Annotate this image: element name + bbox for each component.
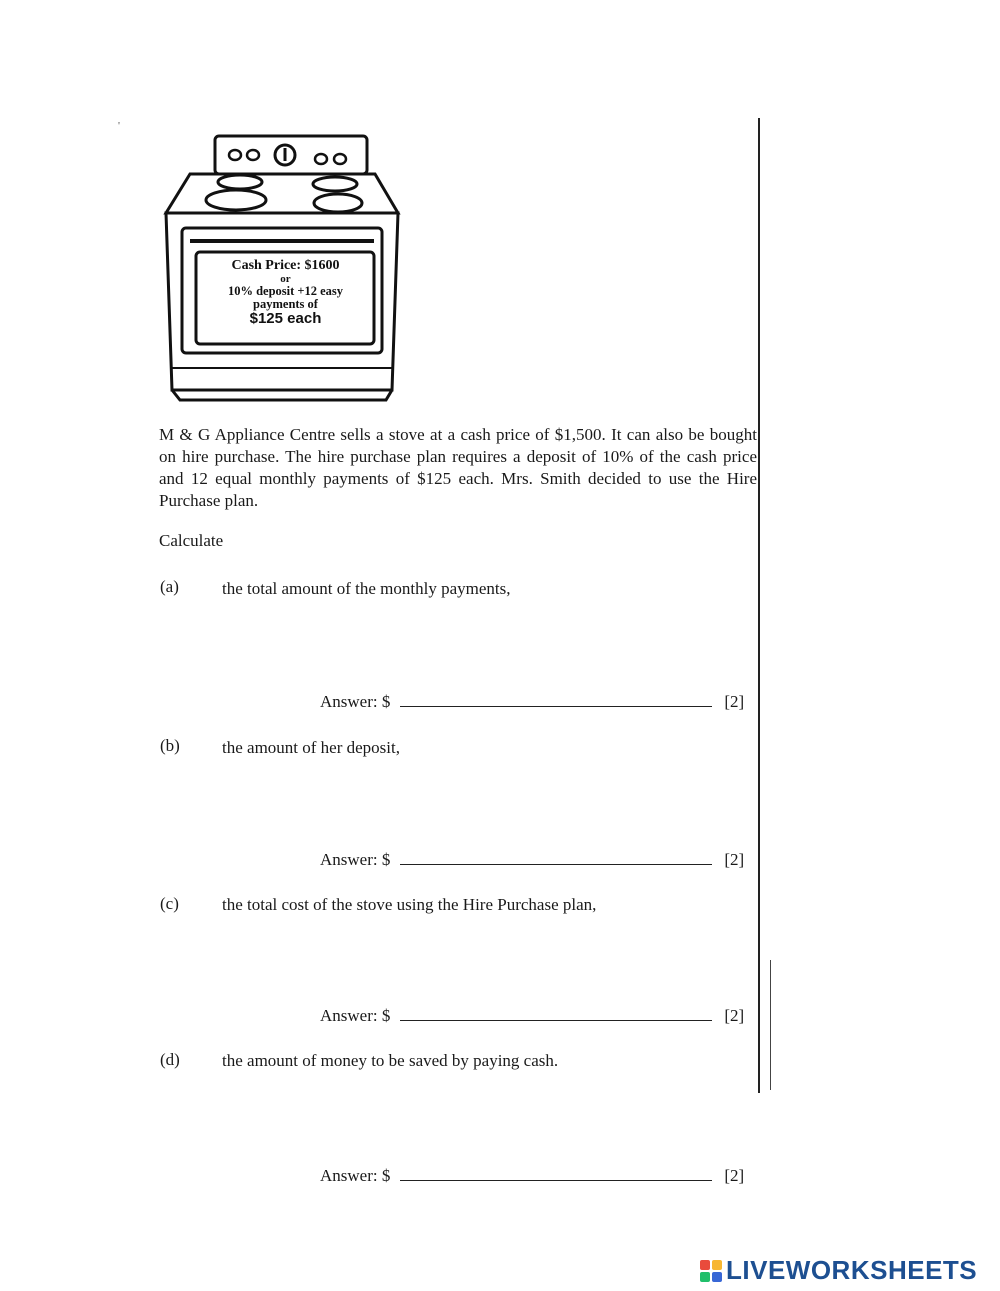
margin-rule-secondary [770, 960, 771, 1090]
brand-name: LIVEWORKSHEETS [726, 1255, 978, 1285]
marks: [2] [724, 692, 745, 711]
question-a-answer [320, 692, 744, 712]
question-c-text: the total cost of the stove using the Hire Purchase plan, [222, 895, 597, 914]
answer-prefix: Answer: $ [320, 692, 391, 711]
question-a-label: (a) [160, 577, 179, 596]
question-d-label: (d) [160, 1050, 180, 1069]
sign-line-amount: $125 each [249, 310, 322, 327]
liveworksheets-logo-icon [700, 1260, 722, 1282]
liveworksheets-brand [700, 1255, 977, 1286]
marks: [2] [724, 850, 745, 869]
question-b-answer [320, 850, 744, 870]
answer-prefix: Answer: $ [320, 850, 391, 869]
question-d-text: the amount of money to be saved by paying cash. [222, 1051, 559, 1070]
sign-line-or: or [280, 273, 291, 285]
question-a-text: the total amount of the monthly payments, [222, 579, 511, 598]
sign-line-payments: payments of [253, 297, 318, 311]
marks: [2] [724, 1166, 745, 1185]
question-b-text: the amount of her deposit, [222, 738, 400, 757]
question-c-answer [320, 1006, 744, 1026]
answer-c-input[interactable] [400, 1006, 712, 1021]
question-c-label: (c) [160, 894, 179, 913]
answer-d-input[interactable] [400, 1166, 712, 1181]
answer-prefix: Answer: $ [320, 1166, 391, 1185]
answer-b-input[interactable] [400, 850, 712, 865]
instruction: Calculate [159, 531, 224, 550]
answer-prefix: Answer: $ [320, 1006, 391, 1025]
question-d-answer [320, 1166, 744, 1186]
price-sign [198, 254, 373, 346]
answer-a-input[interactable] [400, 692, 712, 707]
sign-line-deposit: 10% deposit +12 easy [227, 284, 344, 298]
sign-line-cash-price: Cash Price: $1600 [231, 258, 340, 273]
marks: [2] [724, 1006, 745, 1025]
problem-statement: M & G Appliance Centre sells a stove at a cash price of $1,500. It can also be bought on hire purchase. The hire purchase plan requires a deposit of 10% of the cash price and 12 equal monthly payments of $125 each. Mrs. Smith decided to use the Hire Purchase plan. [159, 425, 757, 510]
question-b-label: (b) [160, 736, 180, 755]
margin-rule [758, 118, 760, 1093]
scan-mark: ' [118, 120, 120, 132]
